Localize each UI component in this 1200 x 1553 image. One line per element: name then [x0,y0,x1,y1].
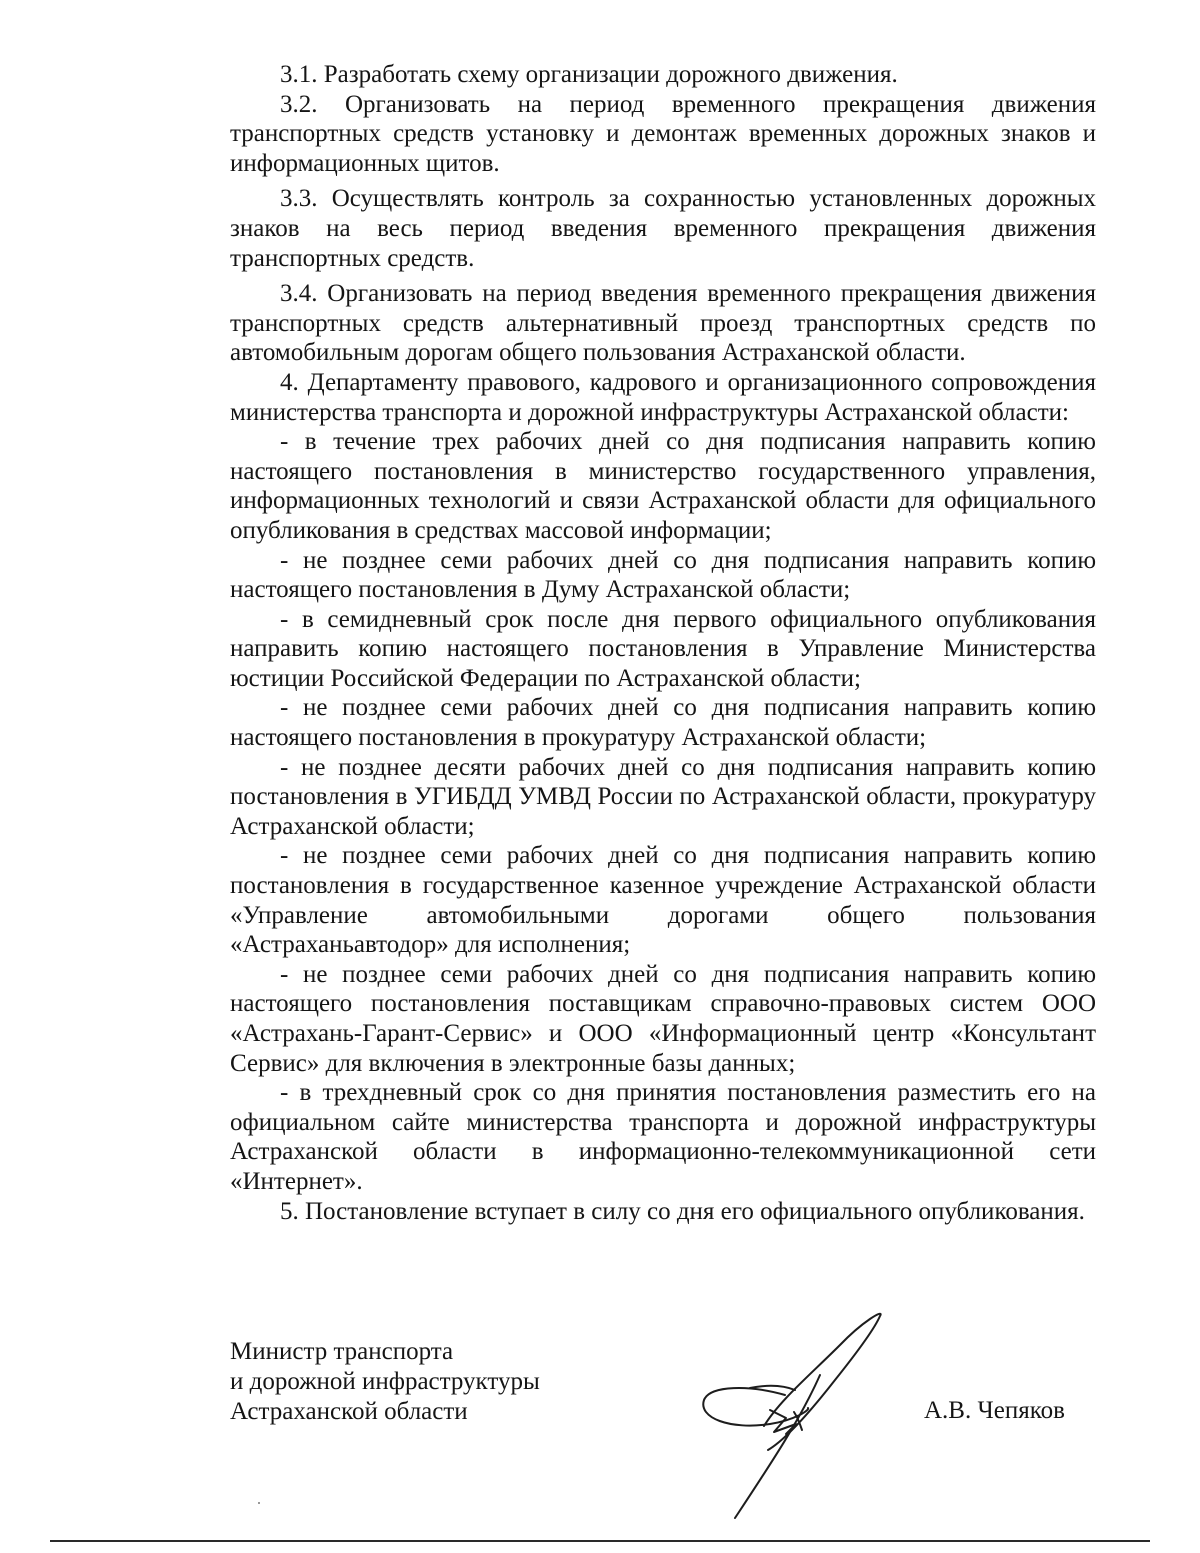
paragraph-5: 5. Постановление вступает в силу со дня его официального опубликования. [280,1197,1085,1225]
paragraph-3-1: 3.1. Разработать схему организации дорожного движения. [280,61,898,88]
signer-name: А.В. Чепяков [924,1397,1065,1424]
scan-artifact [258,1502,260,1504]
signer-position-line: Министр транспорта [230,1338,454,1365]
signer-position-line: Астраханской области [230,1398,468,1425]
list-item-website: - в трехдневный срок со дня принятия постановления разместить его на официальном сайте министерства транспорта и дорожной инфраструктуры Астраханской области в информационно-телекоммуникационной сети «Интернет». [230,1079,1096,1195]
signer-position-line: и дорожной инфраструктуры [230,1368,540,1395]
list-item-road-agency: - не позднее семи рабочих дней со дня подписания направить копию постановления в государственное казенное учреждение Астраханской области «Управление автомобильными дорогами общего пользования «Астраханьавтодор» для исполнения; [230,842,1096,959]
paragraph-3-3: 3.3. Осуществлять контроль за сохранностью установленных дорожных знаков на весь период введения временного прекращения движения транспортных средств. [230,185,1096,272]
paragraph-4: 4. Департаменту правового, кадрового и организационного сопровождения министерства транспорта и дорожной инфраструктуры Астраханской области: [230,368,1096,426]
list-item-duma: - не позднее семи рабочих дней со дня подписания направить копию настоящего постановления в Думу Астраханской области; [230,546,1096,604]
list-item-legal-systems: - не позднее семи рабочих дней со дня подписания направить копию настоящего постановления поставщикам справочно-правовых систем ООО «Астрахань-Гарант-Сервис» и ООО «Информационный центр «Консультант Сервис» для включения в электронные базы данных; [230,960,1096,1077]
signer-position [230,1337,540,1427]
list-item-traffic-police: - не позднее десяти рабочих дней со дня подписания направить копию постановления в УГИБДД УМВД России по Астраханской области, прокуратуру Астраханской области; [230,753,1096,840]
page-bottom-rule [50,1540,1150,1542]
paragraph-3-2: 3.2. Организовать на период временного прекращения движения транспортных средств установку и демонтаж временных дорожных знаков и информационных щитов. [230,90,1096,177]
document-body [230,60,1096,1226]
list-item-justice: - в семидневный срок после дня первого официального опубликования направить копию настоящего постановления в Управление Министерства юстиции Российской Федерации по Астраханской области; [230,605,1096,692]
paragraph-3-4: 3.4. Организовать на период введения временного прекращения движения транспортных средств альтернативный проезд транспортных средств по автомобильным дорогам общего пользования Астраханской области. [230,280,1096,367]
list-item-prosecutor: - не позднее семи рабочих дней со дня подписания направить копию настоящего постановления в прокуратуру Астраханской области; [230,694,1096,752]
list-item-publication: - в течение трех рабочих дней со дня подписания направить копию настоящего постановления в министерство государственного управления, информационных технологий и связи Астраханской области для официального опубликования в средствах массовой информации; [230,428,1096,544]
handwritten-signature [690,1300,920,1520]
